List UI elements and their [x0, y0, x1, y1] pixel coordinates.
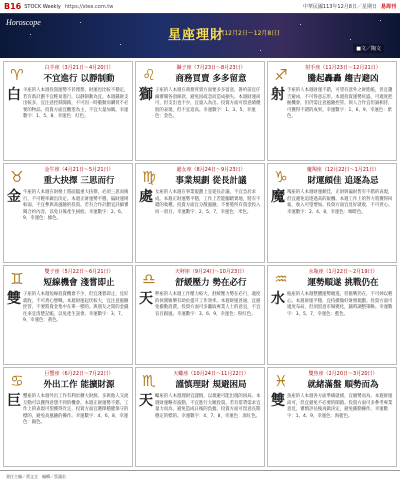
section-mark: STOCK Weekly	[24, 3, 61, 10]
section-label: Horoscope	[6, 18, 41, 27]
sign-body: 牛座的人本週在財務上將面臨重大抉擇，必須三思而後行，不可輕率做出決定。本週正財運勢平穩，偏財運則較弱，不宜參與高風險的投資。若有合作計劃宜詳細審閱合約內容，以免日後產生糾紛。幸運數字：2、6、9，幸運色：綠色。	[23, 190, 129, 222]
capricorn-icon: ♑	[274, 168, 288, 186]
sign-card-taurus	[3, 163, 133, 263]
page-title: 星座理財	[168, 28, 225, 43]
drop-cap: 射	[271, 87, 285, 103]
sign-name: 雙魚座（2月20日～3月20日）	[308, 371, 378, 377]
sign-name: 白羊座（3月21日～4月20日）	[44, 65, 114, 71]
page-footer: 責任主編／黃文全 編輯／蔡鴻宏	[0, 470, 400, 482]
sign-headline: 騰起轟轟 趨吉避凶	[307, 74, 379, 84]
aquarius-icon: ♒	[274, 270, 288, 288]
gemini-icon: ♊	[10, 270, 24, 288]
drop-cap: 白	[7, 87, 21, 103]
sign-headline: 事業規劃 從長計議	[175, 176, 247, 186]
sign-card-scorpio	[135, 367, 265, 467]
sign-headline: 不宜進行 以靜制動	[43, 74, 115, 84]
sign-body: 女座的人本週在事業規劃上宜從長計議，不宜急於求成。本週正財運勢平穩，工作上若能腳踏實地，將有不錯的收穫。投資方面宜分散風險，不要將所有資金投入同一項目。幸運數字：2、5、7，幸運色：米色。	[155, 190, 261, 215]
sign-headline: 舒緩壓力 勢在必行	[175, 278, 247, 288]
sign-body: 子座的人本週在商務買賣方面要多多留意，簽約前宜仔細審閱各項條款，避免因疏忽而造成損失。本週財運尚可，但支出也不少，宜量入為出。投資方面可留意績優股的表現，但不宜追高。幸運數字：1、3、5，幸運色：金色。	[155, 88, 261, 120]
pisces-icon: ♓	[274, 372, 288, 390]
sign-name: 射手座（11月23日～12月21日）	[305, 65, 381, 71]
drop-cap: 雙	[7, 291, 21, 307]
drop-cap: 金	[7, 189, 21, 205]
sign-body: 羊座的人本週投資運勢不甚理想，財運也比較不穩定，若有新計劃不宜輕易進行，以靜制動為宜。本週錢財支出較多，宜注意控制開銷，不可因一時衝動而購買不必要的物品。投資方面宜觀望為主，不宜大量加碼。幸運數字：1、5、8，幸運色：紅色。	[23, 88, 129, 120]
sign-card-cancer	[3, 367, 133, 467]
sign-headline: 謹慎理財 規避困局	[175, 380, 247, 390]
sign-card-libra	[135, 265, 265, 365]
sign-card-leo	[135, 61, 265, 161]
drop-cap: 天	[139, 291, 153, 307]
drop-cap: 處	[139, 189, 153, 205]
aries-icon: ♈	[10, 66, 24, 84]
sign-card-aquarius	[267, 265, 397, 365]
sign-body: 蠍座的人本週理財宜謹慎，以規避可能出現的困局。本週財運略有波動，不宜進行大額投資。若有借貸需求宜量力而為，避免造成日後的負擔。投資方面可留意長期穩定的標的。幸運數字：4、7、8，幸運色：深紅色。	[155, 394, 261, 419]
sign-name: 金牛座（4月21日～5月21日）	[44, 167, 114, 173]
page-number: B16	[4, 2, 22, 11]
sign-body: 秤座的人本週工作壓力較大，舒緩壓力勢在必行，適度的休閒娛樂有助於提升工作效率。本週財運普通，宜避免衝動消費。投資方面可多聽取專業人士的意見，不宜盲目跟風。幸運數字：3、6、9，幸運色：粉紅色。	[155, 292, 261, 317]
drop-cap: 巨	[7, 393, 21, 409]
date-range: (12月2日～12月8日)	[222, 30, 280, 37]
page-header	[0, 0, 400, 14]
sign-body: 魚座的人本週各方面準備就緒，宜順勢而為。本週財運尚可，但宜避免不必要的開銷。投資方面可多參考專業意見，審慎評估後再做決定，避免衝動操作。幸運數字：1、4、9，幸運色：海藍色。	[287, 394, 393, 419]
drop-cap: 天	[139, 393, 153, 409]
drop-cap: 雙	[271, 393, 285, 409]
drop-cap: 水	[271, 291, 285, 307]
virgo-icon: ♍	[142, 168, 156, 186]
sign-headline: 外出工作 能擴財源	[43, 380, 115, 390]
sign-body: 手座的人本週財運不錯，可望有意外之財進帳，但宜趨吉避凶，不可得意忘形。本週投資運勢旺盛，可適度把握機會，但仍需注意風險控管。與人合作宜坦誠相待，可獲得不錯的成果。幸運數字：1、6、9，幸運色：紫色。	[287, 88, 393, 120]
leo-icon: ♌	[142, 66, 156, 84]
sign-name: 雙子座（5月22日～6月21日）	[44, 269, 114, 275]
sign-headline: 運勢順遂 挑戰仍在	[307, 278, 379, 288]
sign-card-gemini	[3, 265, 133, 365]
sign-card-capricorn	[267, 163, 397, 263]
drop-cap: 魔	[271, 189, 285, 205]
site-url: https://stee.com.tw	[64, 3, 114, 10]
libra-icon: ♎	[142, 270, 156, 288]
horoscope-banner	[0, 14, 400, 58]
taurus-icon: ♉	[10, 168, 24, 186]
sign-name: 巨蟹座（6月22日～7月22日）	[44, 371, 114, 377]
sign-card-pisces	[267, 367, 397, 467]
sign-headline: 重大抉擇 三思而行	[43, 176, 115, 186]
sign-headline: 商務買賣 多多留意	[175, 74, 247, 84]
sign-headline: 財運頗佳 追逐為忌	[307, 176, 379, 186]
cancer-icon: ♋	[10, 372, 24, 390]
sign-card-sagittarius	[267, 61, 397, 161]
sign-name: 天秤座（9月24日～10月23日）	[174, 269, 248, 275]
sign-name: 水瓶座（1月22日～2月19日）	[308, 269, 378, 275]
sign-headline: 短線機會 淺嘗即止	[43, 278, 115, 288]
scorpio-icon: ♏	[142, 372, 156, 390]
sign-body: 羯座的人本週財運頗佳，正財與偏財皆有不錯的表現，但宜避免追逐過高的報酬。本週工作上的努力將獲得回報，收入可望增加。投資方面宜見好就收，不可貪心。幸運數字：2、4、8，幸運色：咖啡色。	[287, 190, 393, 215]
sign-headline: 就緒滿盤 順勢而為	[307, 380, 379, 390]
sign-name: 魔羯座（12月22日～1月21日）	[306, 167, 380, 173]
brand-logo: 易周刊	[380, 4, 396, 10]
sign-name: 獅子座（7月23日～8月23日）	[176, 65, 246, 71]
sign-name: 處女座（8月24日～9月23日）	[176, 167, 246, 173]
sign-name: 天蠍座（10月24日～11月22日）	[173, 371, 249, 377]
sagittarius-icon: ♐	[274, 66, 288, 84]
byline: ■文／陶文	[353, 44, 384, 53]
sign-body: 子座的人本週短線投資機會不少，但宜淺嘗即止，見好就收，不可貪心戀戰。本週財運起伏較大，宜注意風險控管，不要將資金集中在單一標的。與朋友之間的金錢往來宜清楚記帳，以免產生誤會。幸運數字：3、7、9，幸運色：黃色。	[23, 292, 129, 324]
sign-body: 蟹座的人本週外出工作有利於擴大財源，多與他人交流互動可以獲得意想不到的機會。本週正財運勢不錯，工作上的表現可望獲得肯定。投資方面宜選擇穩健保守的標的，避免高風險的操作。幸運數字：4、6、8，幸運色：銀色。	[23, 394, 129, 426]
sign-body: 瓶座的人本週整體運勢順遂，但挑戰仍在，不可掉以輕心。本週財運平穩，宜持續做好財務規劃。投資方面可適度布局，但須留意市場變化，隨時調整策略。幸運數字：3、5、7，幸運色：藍色。	[287, 292, 393, 317]
sign-card-aries	[3, 61, 133, 161]
issue-date: 中華民國113年12月8日／星期日	[302, 4, 377, 10]
drop-cap: 獅	[139, 87, 153, 103]
horoscope-grid	[0, 58, 400, 470]
sign-card-virgo	[135, 163, 265, 263]
